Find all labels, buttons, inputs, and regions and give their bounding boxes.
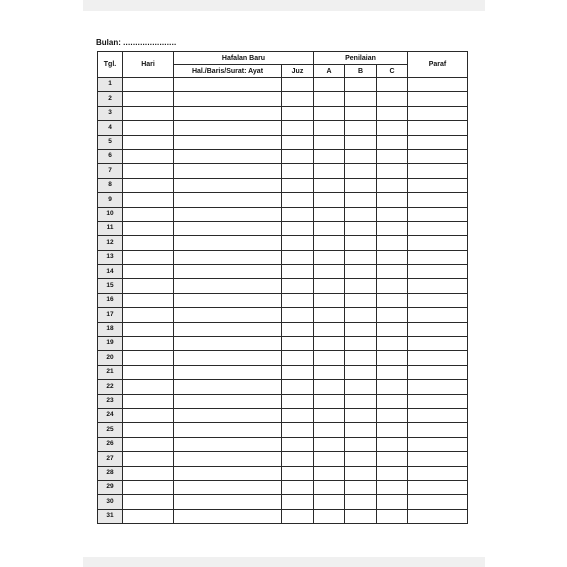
grade-a-cell[interactable] (314, 423, 345, 437)
day-number: 16 (98, 293, 123, 307)
grade-a-cell[interactable] (314, 495, 345, 509)
table-row (98, 121, 468, 135)
hari-cell[interactable] (123, 308, 174, 322)
grade-a-cell[interactable] (314, 394, 345, 408)
paraf-cell[interactable] (408, 221, 468, 235)
hari-cell[interactable] (123, 509, 174, 523)
header-grade-c: C (377, 65, 408, 78)
month-label: Bulan: (96, 38, 121, 47)
grade-a-cell[interactable] (314, 164, 345, 178)
juz-cell[interactable] (282, 509, 314, 523)
day-number: 14 (98, 265, 123, 279)
juz-cell[interactable] (282, 408, 314, 422)
day-number: 9 (98, 193, 123, 207)
grade-b-cell[interactable] (345, 193, 377, 207)
grade-c-cell[interactable] (377, 106, 408, 120)
juz-cell[interactable] (282, 221, 314, 235)
grade-b-cell[interactable] (345, 265, 377, 279)
hari-cell[interactable] (123, 408, 174, 422)
grade-b-cell[interactable] (345, 135, 377, 149)
hal-baris-surat-ayat-cell[interactable] (174, 437, 282, 451)
hari-cell[interactable] (123, 121, 174, 135)
day-number: 21 (98, 365, 123, 379)
hal-baris-surat-ayat-cell[interactable] (174, 221, 282, 235)
paraf-cell[interactable] (408, 365, 468, 379)
day-number: 6 (98, 149, 123, 163)
grade-a-cell[interactable] (314, 149, 345, 163)
juz-cell[interactable] (282, 106, 314, 120)
juz-cell[interactable] (282, 164, 314, 178)
grade-c-cell[interactable] (377, 437, 408, 451)
grade-a-cell[interactable] (314, 365, 345, 379)
grade-b-cell[interactable] (345, 121, 377, 135)
juz-cell[interactable] (282, 480, 314, 494)
paraf-cell[interactable] (408, 337, 468, 351)
hal-baris-surat-ayat-cell[interactable] (174, 236, 282, 250)
grade-c-cell[interactable] (377, 121, 408, 135)
hari-cell[interactable] (123, 322, 174, 336)
grade-a-cell[interactable] (314, 480, 345, 494)
paraf-cell[interactable] (408, 121, 468, 135)
grade-b-cell[interactable] (345, 351, 377, 365)
day-number: 3 (98, 106, 123, 120)
grade-a-cell[interactable] (314, 452, 345, 466)
grade-c-cell[interactable] (377, 135, 408, 149)
grade-a-cell[interactable] (314, 437, 345, 451)
hal-baris-surat-ayat-cell[interactable] (174, 337, 282, 351)
hari-cell[interactable] (123, 423, 174, 437)
paraf-cell[interactable] (408, 92, 468, 106)
grade-c-cell[interactable] (377, 452, 408, 466)
grade-c-cell[interactable] (377, 236, 408, 250)
day-number: 12 (98, 236, 123, 250)
day-number: 5 (98, 135, 123, 149)
grade-b-cell[interactable] (345, 106, 377, 120)
day-number: 10 (98, 207, 123, 221)
grade-a-cell[interactable] (314, 250, 345, 264)
grade-c-cell[interactable] (377, 193, 408, 207)
grade-b-cell[interactable] (345, 380, 377, 394)
juz-cell[interactable] (282, 279, 314, 293)
grade-a-cell[interactable] (314, 351, 345, 365)
grade-c-cell[interactable] (377, 495, 408, 509)
grade-a-cell[interactable] (314, 509, 345, 523)
hal-baris-surat-ayat-cell[interactable] (174, 78, 282, 92)
hari-cell[interactable] (123, 480, 174, 494)
juz-cell[interactable] (282, 78, 314, 92)
log-body (98, 78, 468, 524)
hal-baris-surat-ayat-cell[interactable] (174, 121, 282, 135)
grade-c-cell[interactable] (377, 178, 408, 192)
day-number: 31 (98, 509, 123, 523)
table-row (98, 480, 468, 494)
hal-baris-surat-ayat-cell[interactable] (174, 279, 282, 293)
grade-b-cell[interactable] (345, 452, 377, 466)
hal-baris-surat-ayat-cell[interactable] (174, 293, 282, 307)
hari-cell[interactable] (123, 178, 174, 192)
grade-a-cell[interactable] (314, 221, 345, 235)
grade-a-cell[interactable] (314, 380, 345, 394)
paraf-cell[interactable] (408, 452, 468, 466)
paraf-cell[interactable] (408, 509, 468, 523)
juz-cell[interactable] (282, 452, 314, 466)
header-hafalan-baru: Hafalan Baru (174, 52, 314, 65)
day-number: 25 (98, 423, 123, 437)
hari-cell[interactable] (123, 250, 174, 264)
grade-a-cell[interactable] (314, 308, 345, 322)
grade-a-cell[interactable] (314, 207, 345, 221)
juz-cell[interactable] (282, 308, 314, 322)
day-number: 2 (98, 92, 123, 106)
hal-baris-surat-ayat-cell[interactable] (174, 408, 282, 422)
grade-a-cell[interactable] (314, 135, 345, 149)
grade-c-cell[interactable] (377, 408, 408, 422)
juz-cell[interactable] (282, 293, 314, 307)
day-number: 8 (98, 178, 123, 192)
paraf-cell[interactable] (408, 322, 468, 336)
juz-cell[interactable] (282, 437, 314, 451)
day-number: 4 (98, 121, 123, 135)
top-margin-band (83, 0, 485, 11)
grade-b-cell[interactable] (345, 495, 377, 509)
paraf-cell[interactable] (408, 351, 468, 365)
hari-cell[interactable] (123, 380, 174, 394)
juz-cell[interactable] (282, 178, 314, 192)
table-row (98, 337, 468, 351)
hal-baris-surat-ayat-cell[interactable] (174, 394, 282, 408)
grade-c-cell[interactable] (377, 351, 408, 365)
grade-c-cell[interactable] (377, 149, 408, 163)
paraf-cell[interactable] (408, 193, 468, 207)
hari-cell[interactable] (123, 452, 174, 466)
hal-baris-surat-ayat-cell[interactable] (174, 351, 282, 365)
day-number: 13 (98, 250, 123, 264)
grade-b-cell[interactable] (345, 92, 377, 106)
table-row (98, 423, 468, 437)
hari-cell[interactable] (123, 437, 174, 451)
hal-baris-surat-ayat-cell[interactable] (174, 380, 282, 394)
header-row-top (98, 52, 468, 65)
grade-a-cell[interactable] (314, 293, 345, 307)
table-row (98, 452, 468, 466)
grade-a-cell[interactable] (314, 106, 345, 120)
paraf-cell[interactable] (408, 293, 468, 307)
header-penilaian: Penilaian (314, 52, 408, 65)
paraf-cell[interactable] (408, 423, 468, 437)
paraf-cell[interactable] (408, 408, 468, 422)
grade-b-cell[interactable] (345, 437, 377, 451)
grade-a-cell[interactable] (314, 236, 345, 250)
hal-baris-surat-ayat-cell[interactable] (174, 365, 282, 379)
grade-c-cell[interactable] (377, 164, 408, 178)
day-number: 29 (98, 480, 123, 494)
paraf-cell[interactable] (408, 164, 468, 178)
juz-cell[interactable] (282, 322, 314, 336)
day-number: 28 (98, 466, 123, 480)
table-row (98, 135, 468, 149)
juz-cell[interactable] (282, 495, 314, 509)
hari-cell[interactable] (123, 149, 174, 163)
hal-baris-surat-ayat-cell[interactable] (174, 149, 282, 163)
hari-cell[interactable] (123, 221, 174, 235)
bottom-margin-band (83, 557, 485, 567)
grade-c-cell[interactable] (377, 394, 408, 408)
juz-cell[interactable] (282, 351, 314, 365)
juz-cell[interactable] (282, 250, 314, 264)
table-row (98, 279, 468, 293)
table-row (98, 308, 468, 322)
table-row (98, 509, 468, 523)
grade-b-cell[interactable] (345, 279, 377, 293)
juz-cell[interactable] (282, 423, 314, 437)
grade-c-cell[interactable] (377, 92, 408, 106)
hal-baris-surat-ayat-cell[interactable] (174, 466, 282, 480)
juz-cell[interactable] (282, 193, 314, 207)
grade-a-cell[interactable] (314, 78, 345, 92)
grade-c-cell[interactable] (377, 250, 408, 264)
paraf-cell[interactable] (408, 437, 468, 451)
juz-cell[interactable] (282, 466, 314, 480)
paraf-cell[interactable] (408, 149, 468, 163)
hal-baris-surat-ayat-cell[interactable] (174, 265, 282, 279)
hal-baris-surat-ayat-cell[interactable] (174, 322, 282, 336)
day-number: 20 (98, 351, 123, 365)
paraf-cell[interactable] (408, 495, 468, 509)
hari-cell[interactable] (123, 135, 174, 149)
hari-cell[interactable] (123, 351, 174, 365)
paraf-cell[interactable] (408, 265, 468, 279)
grade-c-cell[interactable] (377, 308, 408, 322)
grade-a-cell[interactable] (314, 322, 345, 336)
paraf-cell[interactable] (408, 236, 468, 250)
juz-cell[interactable] (282, 365, 314, 379)
hari-cell[interactable] (123, 236, 174, 250)
day-number: 30 (98, 495, 123, 509)
grade-b-cell[interactable] (345, 466, 377, 480)
paraf-cell[interactable] (408, 250, 468, 264)
hal-baris-surat-ayat-cell[interactable] (174, 509, 282, 523)
grade-b-cell[interactable] (345, 423, 377, 437)
hal-baris-surat-ayat-cell[interactable] (174, 164, 282, 178)
table-row (98, 265, 468, 279)
hari-cell[interactable] (123, 466, 174, 480)
grade-b-cell[interactable] (345, 178, 377, 192)
paraf-cell[interactable] (408, 466, 468, 480)
grade-c-cell[interactable] (377, 365, 408, 379)
hari-cell[interactable] (123, 164, 174, 178)
grade-c-cell[interactable] (377, 337, 408, 351)
grade-b-cell[interactable] (345, 509, 377, 523)
grade-a-cell[interactable] (314, 92, 345, 106)
hari-cell[interactable] (123, 279, 174, 293)
grade-c-cell[interactable] (377, 322, 408, 336)
grade-a-cell[interactable] (314, 337, 345, 351)
hal-baris-surat-ayat-cell[interactable] (174, 92, 282, 106)
juz-cell[interactable] (282, 92, 314, 106)
table-row (98, 207, 468, 221)
paraf-cell[interactable] (408, 78, 468, 92)
day-number: 22 (98, 380, 123, 394)
juz-cell[interactable] (282, 265, 314, 279)
grade-c-cell[interactable] (377, 207, 408, 221)
grade-b-cell[interactable] (345, 308, 377, 322)
grade-b-cell[interactable] (345, 293, 377, 307)
month-blank: ...................... (123, 38, 177, 47)
paraf-cell[interactable] (408, 480, 468, 494)
table-row (98, 106, 468, 120)
table-row (98, 408, 468, 422)
juz-cell[interactable] (282, 207, 314, 221)
table-row (98, 178, 468, 192)
juz-cell[interactable] (282, 121, 314, 135)
hari-cell[interactable] (123, 193, 174, 207)
grade-b-cell[interactable] (345, 221, 377, 235)
hari-cell[interactable] (123, 106, 174, 120)
grade-c-cell[interactable] (377, 279, 408, 293)
grade-b-cell[interactable] (345, 408, 377, 422)
hari-cell[interactable] (123, 337, 174, 351)
hal-baris-surat-ayat-cell[interactable] (174, 423, 282, 437)
grade-c-cell[interactable] (377, 509, 408, 523)
day-number: 23 (98, 394, 123, 408)
hal-baris-surat-ayat-cell[interactable] (174, 308, 282, 322)
table-row (98, 293, 468, 307)
day-number: 17 (98, 308, 123, 322)
juz-cell[interactable] (282, 135, 314, 149)
header-paraf: Paraf (408, 52, 468, 78)
grade-c-cell[interactable] (377, 480, 408, 494)
table-row (98, 149, 468, 163)
header-tgl: Tgl. (98, 52, 123, 78)
juz-cell[interactable] (282, 236, 314, 250)
hal-baris-surat-ayat-cell[interactable] (174, 135, 282, 149)
hal-baris-surat-ayat-cell[interactable] (174, 106, 282, 120)
hal-baris-surat-ayat-cell[interactable] (174, 207, 282, 221)
memorization-log-table (97, 51, 468, 524)
table-row (98, 221, 468, 235)
paraf-cell[interactable] (408, 135, 468, 149)
grade-b-cell[interactable] (345, 394, 377, 408)
juz-cell[interactable] (282, 149, 314, 163)
table-row (98, 466, 468, 480)
header-grade-a: A (314, 65, 345, 78)
hari-cell[interactable] (123, 365, 174, 379)
grade-a-cell[interactable] (314, 178, 345, 192)
hari-cell[interactable] (123, 78, 174, 92)
hari-cell[interactable] (123, 495, 174, 509)
table-row (98, 193, 468, 207)
table-row (98, 322, 468, 336)
day-number: 15 (98, 279, 123, 293)
hari-cell[interactable] (123, 394, 174, 408)
paraf-cell[interactable] (408, 308, 468, 322)
day-number: 7 (98, 164, 123, 178)
day-number: 11 (98, 221, 123, 235)
paraf-cell[interactable] (408, 394, 468, 408)
table-row (98, 236, 468, 250)
grade-b-cell[interactable] (345, 322, 377, 336)
table-row (98, 250, 468, 264)
table-row (98, 92, 468, 106)
grade-a-cell[interactable] (314, 466, 345, 480)
hari-cell[interactable] (123, 92, 174, 106)
grade-c-cell[interactable] (377, 265, 408, 279)
juz-cell[interactable] (282, 394, 314, 408)
day-number: 27 (98, 452, 123, 466)
grade-a-cell[interactable] (314, 279, 345, 293)
grade-b-cell[interactable] (345, 236, 377, 250)
table-row (98, 394, 468, 408)
hari-cell[interactable] (123, 207, 174, 221)
table-row (98, 495, 468, 509)
table-row (98, 437, 468, 451)
day-number: 26 (98, 437, 123, 451)
grade-c-cell[interactable] (377, 293, 408, 307)
grade-c-cell[interactable] (377, 423, 408, 437)
grade-b-cell[interactable] (345, 149, 377, 163)
grade-a-cell[interactable] (314, 408, 345, 422)
hal-baris-surat-ayat-cell[interactable] (174, 178, 282, 192)
paraf-cell[interactable] (408, 178, 468, 192)
day-number: 19 (98, 337, 123, 351)
table-row (98, 78, 468, 92)
table-row (98, 365, 468, 379)
header-hari: Hari (123, 52, 174, 78)
grade-c-cell[interactable] (377, 78, 408, 92)
paraf-cell[interactable] (408, 279, 468, 293)
grade-a-cell[interactable] (314, 265, 345, 279)
hal-baris-surat-ayat-cell[interactable] (174, 452, 282, 466)
paraf-cell[interactable] (408, 207, 468, 221)
grade-b-cell[interactable] (345, 164, 377, 178)
month-field (96, 38, 176, 47)
header-juz: Juz (282, 65, 314, 78)
paraf-cell[interactable] (408, 106, 468, 120)
hal-baris-surat-ayat-cell[interactable] (174, 495, 282, 509)
hal-baris-surat-ayat-cell[interactable] (174, 480, 282, 494)
grade-b-cell[interactable] (345, 207, 377, 221)
hal-baris-surat-ayat-cell[interactable] (174, 250, 282, 264)
grade-c-cell[interactable] (377, 380, 408, 394)
header-grade-b: B (345, 65, 377, 78)
grade-c-cell[interactable] (377, 466, 408, 480)
grade-b-cell[interactable] (345, 78, 377, 92)
grade-b-cell[interactable] (345, 480, 377, 494)
day-number: 18 (98, 322, 123, 336)
grade-c-cell[interactable] (377, 221, 408, 235)
hari-cell[interactable] (123, 265, 174, 279)
hari-cell[interactable] (123, 293, 174, 307)
juz-cell[interactable] (282, 337, 314, 351)
table-row (98, 380, 468, 394)
grade-b-cell[interactable] (345, 250, 377, 264)
grade-b-cell[interactable] (345, 337, 377, 351)
juz-cell[interactable] (282, 380, 314, 394)
table-row (98, 351, 468, 365)
header-hal-baris-surat-ayat: Hal./Baris/Surat: Ayat (174, 65, 282, 78)
grade-b-cell[interactable] (345, 365, 377, 379)
day-number: 1 (98, 78, 123, 92)
grade-a-cell[interactable] (314, 121, 345, 135)
hal-baris-surat-ayat-cell[interactable] (174, 193, 282, 207)
grade-a-cell[interactable] (314, 193, 345, 207)
paraf-cell[interactable] (408, 380, 468, 394)
table-row (98, 164, 468, 178)
day-number: 24 (98, 408, 123, 422)
